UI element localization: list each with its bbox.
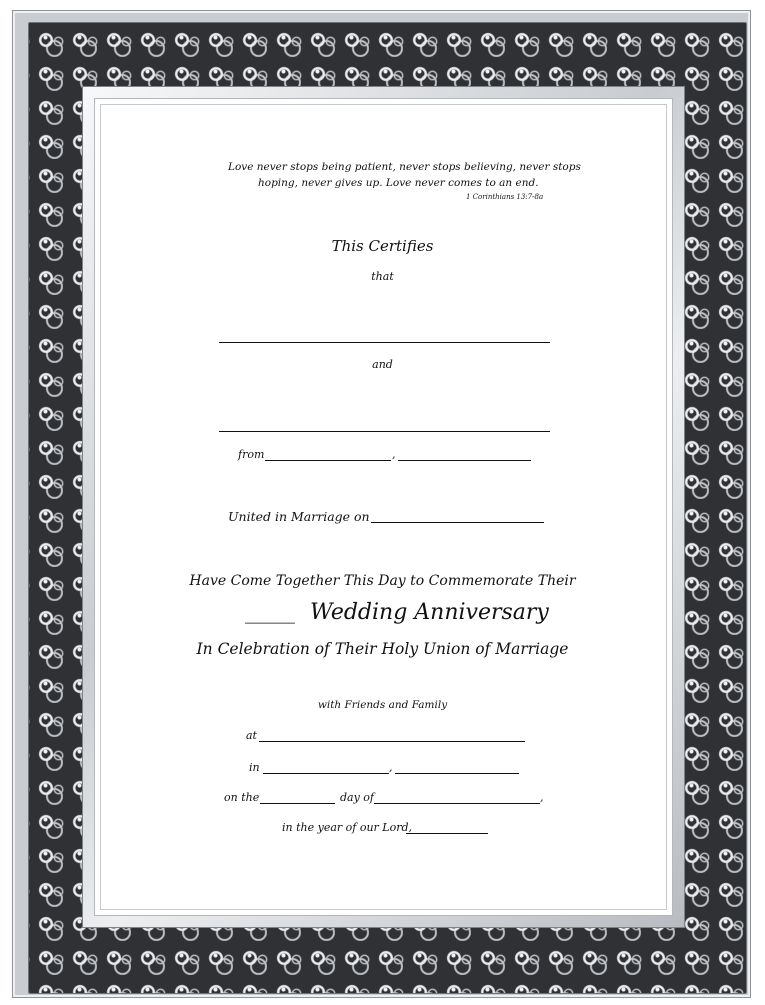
- from-comma: ,: [392, 448, 396, 461]
- in-comma: ,: [389, 761, 393, 774]
- from-state-line: [398, 460, 531, 461]
- day-of-label: day of: [340, 791, 375, 804]
- verse-line-1: Love never stops being patient, never stops believing, never stops: [228, 161, 581, 173]
- verse-line-2: hoping, never gives up. Love never comes to an end.: [258, 177, 539, 189]
- marriage-date-line: [371, 522, 544, 523]
- certificate-paper: [94, 98, 673, 916]
- inner-rule: [100, 104, 667, 910]
- certificate-heading: This Certifies: [331, 237, 434, 255]
- united-label: United in Marriage on: [228, 509, 370, 524]
- anniversary-title: Wedding Anniversary: [310, 600, 549, 625]
- from-city-line: [265, 460, 391, 461]
- commemorate-text: Have Come Together This Day to Commemorate Their: [189, 573, 576, 589]
- in-label: in: [249, 761, 260, 774]
- day-line: [260, 803, 335, 804]
- that-text: that: [371, 270, 394, 283]
- and-text: and: [372, 358, 393, 371]
- from-label: from: [238, 448, 265, 461]
- year-label: in the year of our Lord,: [282, 821, 413, 834]
- celebration-text: In Celebration of Their Holy Union of Marriage: [196, 640, 569, 658]
- year-line: [406, 833, 488, 834]
- name-line-1: [219, 342, 550, 343]
- anniversary-number-blank: _____: [245, 600, 295, 624]
- venue-line: [259, 741, 525, 742]
- state-line: [395, 773, 519, 774]
- on-the-label: on the: [224, 791, 260, 804]
- friends-text: with Friends and Family: [317, 699, 448, 711]
- month-comma: ,: [540, 791, 544, 804]
- name-line-2: [219, 431, 550, 432]
- city-line: [263, 773, 389, 774]
- month-line: [374, 803, 540, 804]
- at-label: at: [246, 729, 257, 742]
- verse-citation: 1 Corinthians 13:7-8a: [466, 193, 544, 201]
